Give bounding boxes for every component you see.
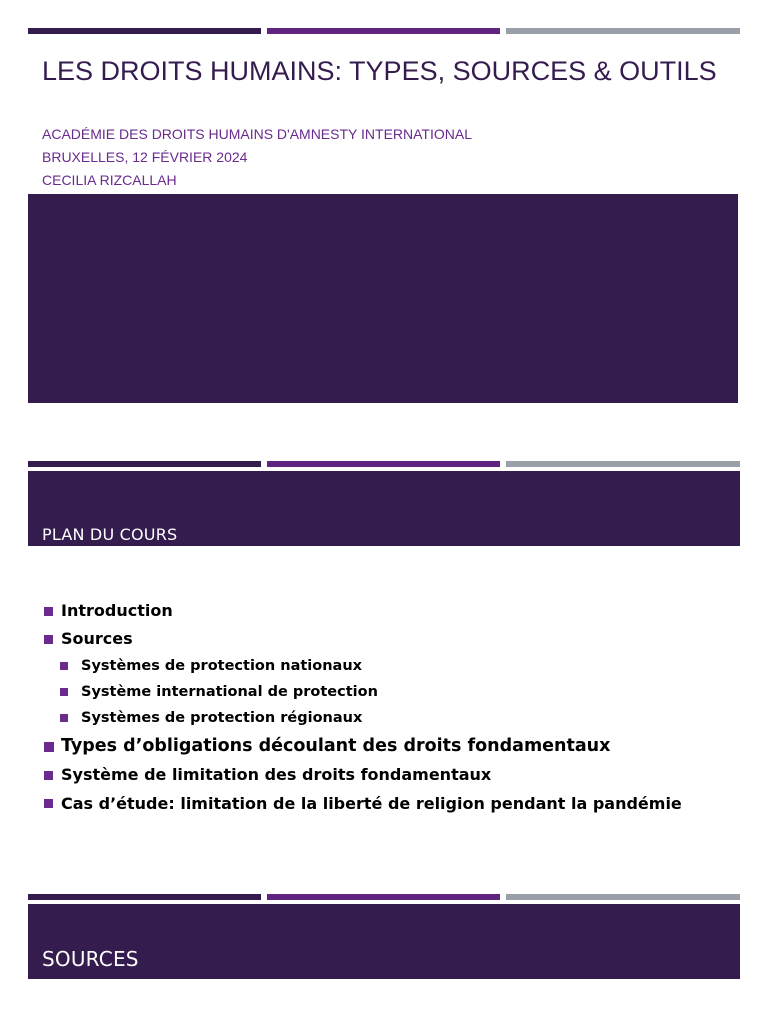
title-band <box>28 904 740 979</box>
slide-title <box>0 28 768 408</box>
square-bullet-icon <box>60 688 68 696</box>
list-item: Sources <box>42 629 726 649</box>
square-bullet-icon <box>44 799 53 808</box>
square-bullet-icon <box>60 662 68 670</box>
square-bullet-icon <box>60 714 68 722</box>
subtitle-organization: ACADÉMIE DES DROITS HUMAINS D'AMNESTY INTERNATIONAL <box>42 126 472 142</box>
accent-bar-grey <box>506 461 740 467</box>
square-bullet-icon <box>44 771 53 780</box>
accent-bar-purple <box>267 461 500 467</box>
list-subitem: Système international de protection <box>42 683 726 701</box>
accent-bar-purple <box>267 894 500 900</box>
accent-bar-dark <box>28 461 261 467</box>
accent-bar-grey <box>506 894 740 900</box>
accent-bar-purple <box>267 28 500 34</box>
list-item: Types d’obligations découlant des droits fondamentaux <box>42 735 726 757</box>
course-outline <box>42 601 726 822</box>
slide-title: SOURCES <box>42 947 139 971</box>
accent-bar-dark <box>28 28 261 34</box>
subtitle-date: BRUXELLES, 12 FÉVRIER 2024 <box>42 149 248 165</box>
list-subitem: Systèmes de protection nationaux <box>42 657 726 675</box>
list-subitem: Systèmes de protection régionaux <box>42 709 726 727</box>
subtitle-author: CECILIA RIZCALLAH <box>42 172 177 188</box>
square-bullet-icon <box>44 635 53 644</box>
slide-title: PLAN DU COURS <box>42 525 178 544</box>
hero-block <box>28 194 738 403</box>
list-item: Cas d’étude: limitation de la liberté de religion pendant la pandémie <box>42 793 726 814</box>
accent-bar-grey <box>506 28 740 34</box>
title-band <box>28 471 740 546</box>
square-bullet-icon <box>44 742 54 752</box>
list-item: Introduction <box>42 601 726 621</box>
square-bullet-icon <box>44 607 53 616</box>
accent-bar-dark <box>28 894 261 900</box>
presentation-title: LES DROITS HUMAINS: TYPES, SOURCES & OUTILS <box>42 56 717 86</box>
slide-course-plan <box>0 461 768 861</box>
slide-sources <box>0 894 768 1024</box>
list-item: Système de limitation des droits fondamentaux <box>42 765 726 785</box>
